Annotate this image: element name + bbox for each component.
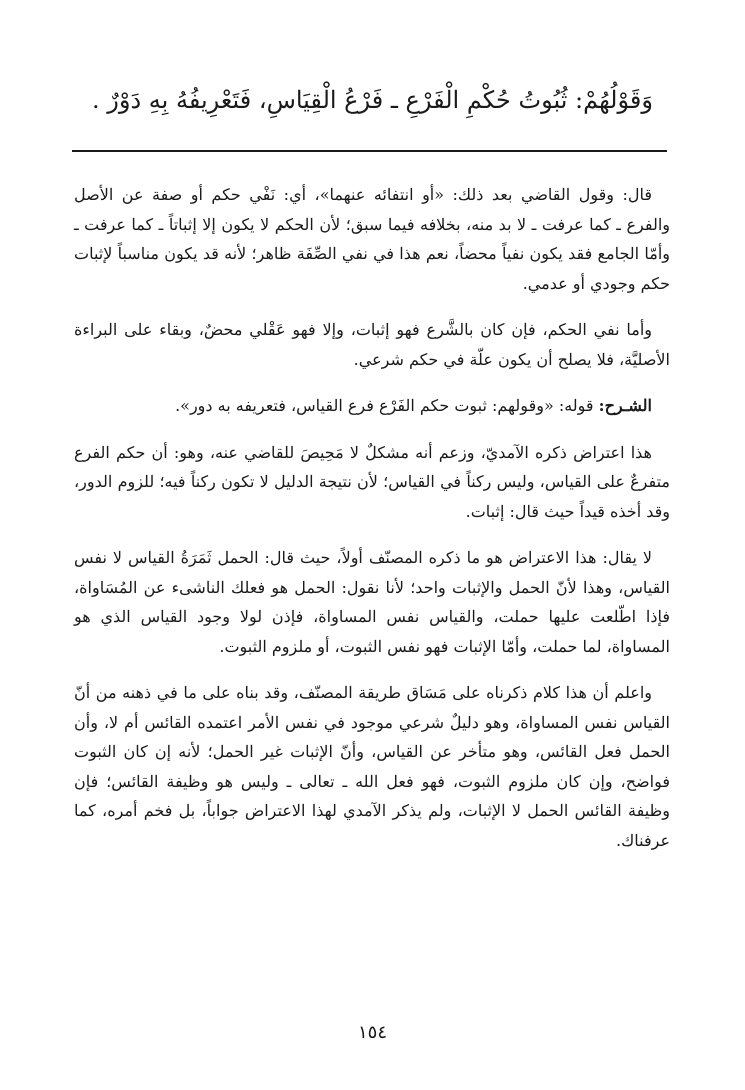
page-number: ١٥٤: [357, 1022, 387, 1043]
matn-headline: وَقَوْلُهُمْ: ثُبُوتُ حُكْمِ الْفَرْعِ ـ فَرْعُ الْقِيَاسِ، فَتَعْرِيفُهُ بِهِ دَوْرٌ .: [92, 86, 653, 114]
commentary-body: [74, 180, 670, 872]
paragraph-2: وأما نفي الحكم، فإن كان بالشَّرع فهو إثبات، وإلا فهو عَقْلي محضٌ، وبقاء على البراءة الأصليَّة، فلا يصلح أن يكون علّة في حكم شرعي.: [74, 320, 670, 369]
paragraph-4: لا يقال: هذا الاعتراض هو ما ذكره المصنّف أولاً، حيث قال: الحمل ثَمَرَةُ القياس لا نفس القياس، وهذا لأنّ الحمل والإثبات واحد؛ لأنا نقول: الحمل هو فعلك الناشىء عن المُسَاواة، فإذا اطّلعت عليها حملت، والقياس نفس المساواة، فإذن لولا وجود القياس الذي هو المساواة، لما حملت، وأمّا الإثبات فهو نفس الثبوت، أو ملزوم الثبوت.: [74, 548, 670, 656]
paragraph-5: واعلم أن هذا كلام ذكرناه على مَسَاق طريقة المصنّف، وقد بناه على ما في ذهنه من أنّ القياس نفس المساواة، وهو دليلٌ شرعي موجود في نفس الأمر اعتمده القائس أم لا، وأن الحمل فعل القائس، وهو متأخر عن القياس، وأنّ الإثبات غير الحمل؛ لأنه إن كان الثبوت فواضح، وإن كان ملزوم الثبوت، فهو فعل الله ـ تعالى ـ وليس هو وظيفة القائس؛ فإن وظيفة القائس الحمل لا الإثبات، ولم يذكر الآمدي لهذا الاعتراض جواباً، بل فخم أمره، كما عرفناك.: [74, 683, 670, 850]
sharh-paragraph: [74, 391, 670, 421]
paragraph-1: قال: وقول القاضي بعد ذلك: «أو انتفائه عنهما»، أي: نَفْي حكم أو صفة عن الأصل والفرع ـ كما عرفت ـ لا بد منه، بخلافه فيما سبق؛ لأن الحكم لا يكون إلا إثباتاً ـ كما عرفت ـ وأمّا الجامع فقد يكون نفياً محضاً، نعم هذا في نفي الصِّفَة ظاهر؛ لأنه قد يكون مناسباً لإثبات حكم وجودي أو عدمي.: [74, 185, 670, 293]
sharh-text: قوله: «وقولهم: ثبوت حكم الفَرْع فرع القياس، فتعريفه به دور».: [175, 396, 599, 415]
sharh-label: الشـرح:: [598, 396, 652, 415]
paragraph-3: هذا اعتراض ذكره الآمديّ، وزعم أنه مشكلٌ لا مَحِيصَ للقاضي عنه، وهو: أن حكم الفرع متفرعٌ على القياس، وليس ركناً في القياس؛ لأن نتيجة الدليل لا تكون ركناً فيه؛ للزوم الدور، وقد أخذه قيداً حيث قال: إثبات.: [74, 442, 670, 521]
separator-rule: [72, 150, 667, 152]
